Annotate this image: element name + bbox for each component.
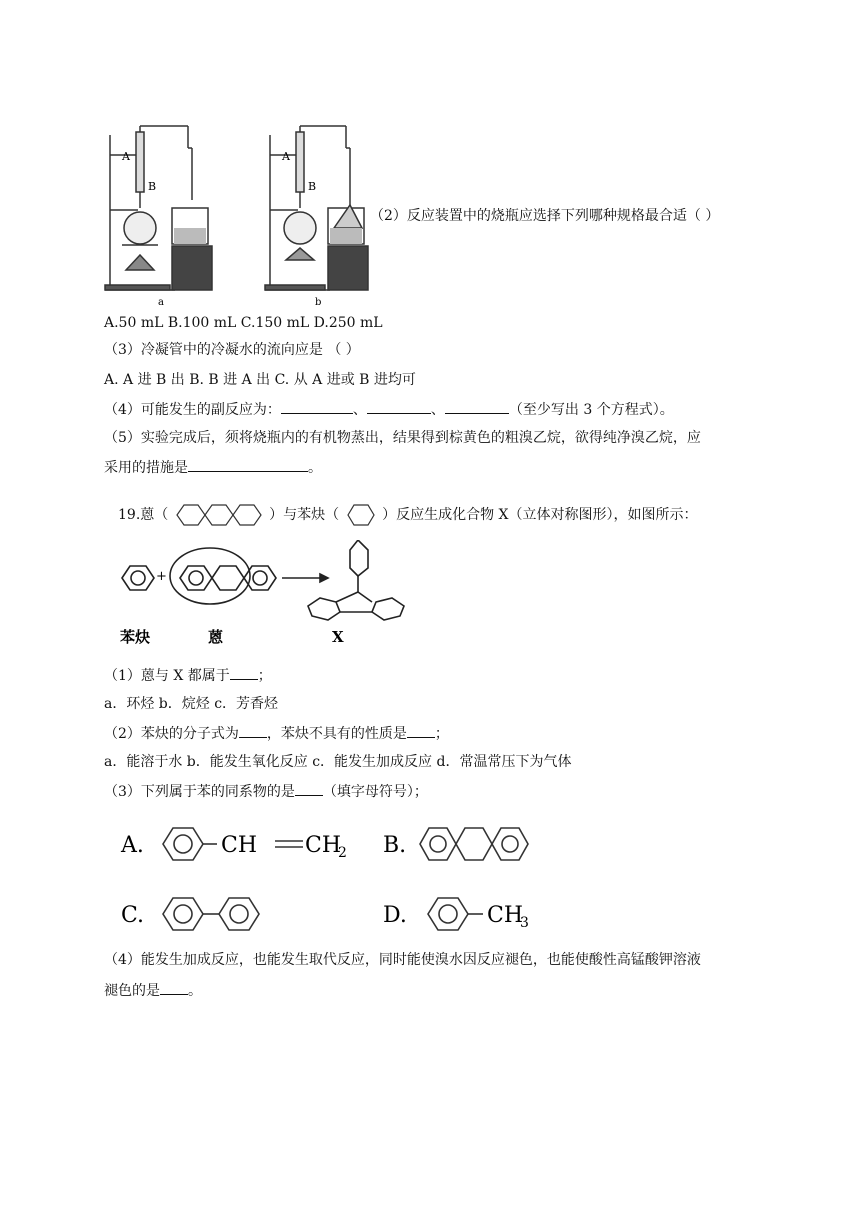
q18-3-text: （3）冷凝管中的冷凝水的流向应是 （ ） <box>104 342 360 358</box>
q19-2-text-a: （2）苯炔的分子式为 <box>104 726 239 742</box>
apparatus-label-b: b <box>315 297 322 308</box>
q18-5-line1: （5）实验完成后，须将烧瓶内的有机物蒸出，结果得到棕黄色的粗溴乙烷，欲得纯净溴乙烷，应 <box>104 430 701 446</box>
q18-4-blank-1 <box>281 399 353 414</box>
opt-A-text: CH <box>221 833 258 858</box>
q18-2-text: （2）反应装置中的烧瓶应选择下列哪种规格最合适（ ） <box>370 208 720 224</box>
q19-4-text: 褪色的是 <box>104 983 160 999</box>
q19-3-text: （3）下列属于苯的同系物的是 <box>104 784 295 800</box>
label-anthracene: 蒽 <box>208 628 224 646</box>
q18-4-blank-2 <box>367 399 431 414</box>
opt-C-label: C. <box>121 903 145 928</box>
apparatus-figure <box>100 120 370 310</box>
q19-1-options: a．环烃 b．烷烃 c．芳香烃 <box>104 696 279 712</box>
q19-intro-c: ）反应生成化合物 X（立体对称图形），如图所示： <box>382 507 698 523</box>
opt-A-text2: CH <box>305 833 342 858</box>
mark-A-b: A <box>282 150 290 163</box>
q18-4-suffix: （至少写出 3 个方程式）。 <box>508 402 674 418</box>
q19-1-end: ； <box>257 668 272 684</box>
q18-5-prefix: 采用的措施是 <box>104 460 188 476</box>
q19-3-line <box>104 781 428 802</box>
q19-2-line <box>104 723 449 744</box>
q19-2-end: ； <box>434 726 449 742</box>
q18-5-line2 <box>104 457 322 478</box>
q18-5-blank <box>188 457 308 472</box>
mark-B-a: B <box>148 180 157 193</box>
q19-2-blank-1 <box>239 723 267 738</box>
q18-4-prefix: （4）可能发生的副反应为： <box>104 402 281 418</box>
opt-A-sub: 2 <box>338 845 347 861</box>
label-x: X <box>332 628 344 646</box>
q18-5-suffix: 。 <box>308 460 322 476</box>
plus-sign: + <box>156 569 167 584</box>
opt-A-label: A. <box>121 833 144 858</box>
q19-2-text-b: ，苯炔不具有的性质是 <box>266 726 407 742</box>
reaction-figure <box>110 540 410 650</box>
q19-intro <box>118 502 698 528</box>
mark-B-b: B <box>308 180 317 193</box>
opt-B-label: B. <box>383 833 407 858</box>
q19-2-blank-2 <box>407 723 435 738</box>
q18-4-sep1: 、 <box>352 402 367 418</box>
q19-4-line2 <box>104 980 202 1001</box>
q19-1-line <box>104 665 272 686</box>
q19-3-blank <box>295 781 323 796</box>
anthracene-inline-icon <box>173 502 265 528</box>
q19-intro-a: 19.蒽（ <box>118 507 169 523</box>
opt-D-text: CH <box>487 903 524 928</box>
q18-4-blank-3 <box>445 399 509 414</box>
q19-4-line1: （4）能发生加成反应，也能发生取代反应，同时能使溴水因反应褪色，也能使酸性高锰酸钾溶液 <box>104 952 701 968</box>
q19-3-structures <box>115 810 565 945</box>
q19-1-blank <box>230 665 258 680</box>
q19-4-blank <box>160 980 188 995</box>
q18-4-sep2: 、 <box>430 402 445 418</box>
q19-1-text: （1）蒽与 X 都属于 <box>104 668 230 684</box>
benzyne-inline-icon <box>344 502 378 528</box>
mark-A-a: A <box>122 150 130 163</box>
q18-2-options: A.50 mL B.100 mL C.150 mL D.250 mL <box>104 315 383 331</box>
label-benzyne: 苯炔 <box>120 628 151 646</box>
q18-3-options: A. A 进 B 出 B. B 进 A 出 C. 从 A 进或 B 进均可 <box>104 372 416 388</box>
q19-4-end: 。 <box>188 983 202 999</box>
q19-2-options: a．能溶于水 b．能发生氧化反应 c．能发生加成反应 d．常温常压下为气体 <box>104 754 572 770</box>
opt-D-sub: 3 <box>520 915 529 931</box>
opt-D-label: D. <box>383 903 407 928</box>
q19-3-end: （填字母符号）； <box>322 784 428 800</box>
apparatus-label-a: a <box>158 297 164 308</box>
q19-intro-b: ）与苯炔（ <box>269 507 340 523</box>
q18-4-line <box>104 399 674 420</box>
